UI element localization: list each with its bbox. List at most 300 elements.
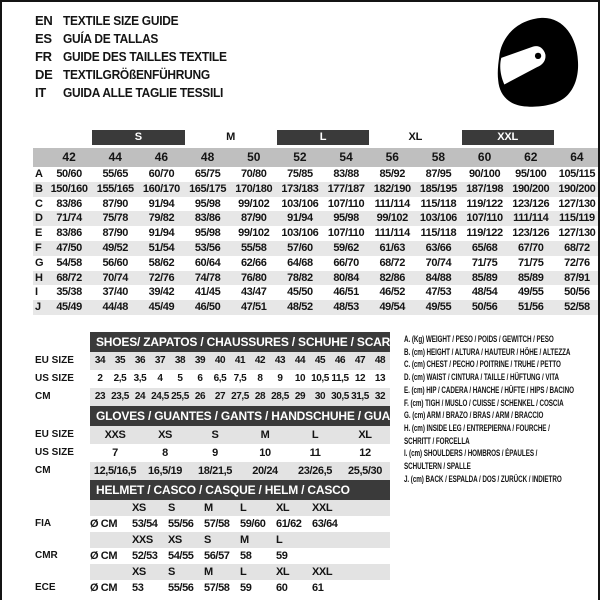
row-label: CM bbox=[35, 391, 51, 402]
size-group-xxl: XXL bbox=[462, 130, 554, 145]
cell: 28 bbox=[254, 391, 266, 402]
cell: 55/56 bbox=[168, 582, 194, 594]
cell: 57/58 bbox=[204, 582, 230, 594]
cell: 111/114 bbox=[374, 227, 410, 240]
cell: 35 bbox=[114, 355, 126, 366]
cell: 50/60 bbox=[56, 168, 82, 180]
size-header-cell: 56 bbox=[385, 150, 399, 164]
cell: 115/118 bbox=[420, 197, 457, 210]
table-row bbox=[33, 167, 600, 182]
helmet-size-table bbox=[33, 480, 600, 596]
language-title: TEXTILE SIZE GUIDE bbox=[63, 13, 179, 28]
cell: 95/98 bbox=[333, 212, 359, 225]
textile-rows bbox=[33, 167, 600, 315]
cell: 46 bbox=[334, 355, 346, 366]
cell: 11 bbox=[309, 447, 321, 459]
language-row bbox=[35, 48, 241, 66]
language-code: ES bbox=[35, 31, 52, 46]
cell: 43/47 bbox=[240, 286, 267, 299]
cell: 42 bbox=[254, 355, 266, 366]
language-code: EN bbox=[35, 13, 53, 28]
cell: 48/54 bbox=[471, 286, 498, 299]
cell: 67/70 bbox=[517, 241, 544, 254]
cell: 55/65 bbox=[102, 168, 128, 180]
row-cells bbox=[90, 580, 390, 596]
size-group-m: M bbox=[226, 131, 236, 143]
cell: S bbox=[204, 534, 211, 546]
cell: 25,5 bbox=[171, 391, 189, 402]
cell: 68/72 bbox=[564, 241, 590, 254]
table-row bbox=[33, 300, 600, 315]
cell: 59 bbox=[276, 550, 288, 562]
legend-item bbox=[404, 384, 600, 397]
cell: 50/56 bbox=[471, 301, 498, 314]
cell: 24 bbox=[134, 391, 146, 402]
table-row bbox=[33, 548, 600, 564]
cell: 49/55 bbox=[517, 286, 544, 299]
cell: 48/53 bbox=[333, 301, 359, 314]
cell: 64/68 bbox=[287, 256, 313, 269]
legend-item bbox=[404, 447, 600, 472]
size-header-cell: 42 bbox=[62, 150, 76, 164]
diameter-label: Ø CM bbox=[90, 582, 118, 594]
cell: 50/56 bbox=[564, 286, 590, 299]
cell: 39/42 bbox=[148, 286, 175, 299]
legend-line: C. (cm) CHEST / PECHO / POITRINE / TRUHE / PETTO bbox=[404, 359, 561, 370]
cell: 45 bbox=[314, 355, 326, 366]
table-row bbox=[33, 256, 600, 271]
legend-item bbox=[404, 333, 600, 346]
cell: 84/88 bbox=[425, 271, 452, 284]
row-label: D bbox=[35, 212, 43, 225]
row-cells bbox=[90, 516, 390, 532]
cell: 115/119 bbox=[559, 212, 595, 225]
cell: 99/102 bbox=[238, 227, 270, 240]
row-label: CMR bbox=[35, 550, 58, 561]
cell: 49/55 bbox=[425, 301, 452, 314]
cell: 59/62 bbox=[333, 241, 359, 254]
cell: 59 bbox=[240, 582, 252, 594]
cell: 155/165 bbox=[96, 182, 134, 195]
cell: 91/94 bbox=[148, 227, 175, 240]
cell: 107/110 bbox=[327, 227, 365, 240]
cell: 48/52 bbox=[287, 301, 313, 314]
cell: 160/170 bbox=[142, 182, 180, 195]
table-row bbox=[33, 182, 600, 197]
diameter-label bbox=[90, 564, 132, 580]
cell: XL bbox=[276, 502, 290, 514]
legend-item bbox=[404, 346, 600, 359]
cell: 55/58 bbox=[240, 241, 267, 254]
language-title: GUÍA DE TALLAS bbox=[63, 31, 159, 46]
row-cells bbox=[90, 500, 390, 516]
cell: 127/130 bbox=[558, 227, 596, 240]
row-label: EU SIZE bbox=[35, 355, 74, 366]
cell: 107/110 bbox=[327, 197, 365, 210]
cell: 87/90 bbox=[102, 227, 128, 240]
cell: 105/115 bbox=[558, 168, 596, 180]
cell: 57/58 bbox=[204, 518, 230, 530]
cell: 30 bbox=[314, 391, 326, 402]
cell: 9 bbox=[212, 447, 218, 459]
cell: L bbox=[240, 566, 247, 578]
cell: 48 bbox=[374, 355, 386, 366]
cell: 7,5 bbox=[233, 373, 247, 384]
cell: 71/75 bbox=[471, 256, 498, 269]
cell: 58/62 bbox=[148, 256, 175, 269]
language-code: IT bbox=[35, 85, 46, 100]
cell: 10,5 bbox=[311, 373, 329, 384]
cell: 12,5/16,5 bbox=[93, 465, 137, 477]
cell: 5 bbox=[177, 373, 183, 384]
cell: 52/58 bbox=[564, 301, 590, 314]
cell: XS bbox=[132, 566, 146, 578]
cell: 4 bbox=[157, 373, 163, 384]
row-cells bbox=[90, 548, 390, 564]
table-row bbox=[33, 285, 600, 300]
cell: 32 bbox=[374, 391, 386, 402]
cell: 63/64 bbox=[312, 518, 338, 530]
cell: 60 bbox=[276, 582, 288, 594]
cell: 103/106 bbox=[281, 227, 319, 240]
language-title-list bbox=[35, 12, 241, 102]
size-header-cell: 44 bbox=[108, 150, 122, 164]
table-row bbox=[33, 500, 600, 516]
cell: 35/38 bbox=[56, 286, 82, 299]
cell: S bbox=[211, 429, 219, 441]
cell: 23,5 bbox=[111, 391, 129, 402]
cell: 51/54 bbox=[148, 241, 175, 254]
table-row bbox=[33, 271, 600, 286]
cell: 52/53 bbox=[132, 550, 158, 562]
cell: L bbox=[240, 502, 247, 514]
legend-line: SCHULTERN / SPALLE bbox=[404, 461, 471, 472]
cell: 119/122 bbox=[466, 197, 503, 210]
row-label: ECE bbox=[35, 582, 56, 593]
cell: 75/85 bbox=[287, 168, 313, 180]
cell: 83/86 bbox=[56, 197, 82, 210]
row-cells bbox=[90, 564, 390, 580]
cell: 61/62 bbox=[276, 518, 302, 530]
table-row bbox=[33, 516, 600, 532]
size-header-cell: 60 bbox=[477, 150, 492, 164]
cell: 51/56 bbox=[517, 301, 544, 314]
cell: 6 bbox=[197, 373, 203, 384]
cell: 45/50 bbox=[287, 286, 313, 299]
cell: 87/90 bbox=[102, 197, 128, 210]
cell: 44 bbox=[294, 355, 306, 366]
helmet-icon bbox=[490, 16, 580, 108]
cell: 75/78 bbox=[102, 212, 128, 225]
cell: 82/86 bbox=[379, 271, 405, 284]
cell: 47/51 bbox=[240, 301, 267, 314]
cell: 12 bbox=[359, 447, 371, 459]
cell: 23 bbox=[94, 391, 106, 402]
cell: L bbox=[276, 534, 283, 546]
cell: 165/175 bbox=[189, 182, 227, 195]
size-header-cell: 54 bbox=[339, 150, 353, 164]
cell: 70/74 bbox=[425, 256, 452, 269]
cell: 13 bbox=[374, 373, 386, 384]
row-label: E bbox=[35, 227, 43, 240]
cell: XS bbox=[158, 429, 172, 441]
cell: 27,5 bbox=[231, 391, 249, 402]
cell: 53 bbox=[132, 582, 144, 594]
cell: 63/66 bbox=[425, 241, 452, 254]
legend-line: B. (cm) HEIGHT / ALTURA / HAUTEUR / HÖHE / ALTEZZA bbox=[404, 346, 571, 357]
cell: 10 bbox=[294, 373, 306, 384]
language-title: TEXTILGRÖßENFÜHRUNG bbox=[63, 67, 210, 82]
diameter-label bbox=[90, 532, 132, 548]
table-row bbox=[33, 241, 600, 256]
cell: S bbox=[168, 566, 175, 578]
cell: 25,5/30 bbox=[348, 465, 382, 477]
cell: 20/24 bbox=[252, 465, 278, 477]
row-label: A bbox=[35, 168, 43, 180]
shoes-table-header: SHOES/ ZAPATOS / CHAUSSURES / SCHUHE / SCARPE bbox=[90, 332, 390, 352]
size-group-s: S bbox=[92, 130, 184, 145]
row-label bbox=[33, 500, 90, 516]
cell: 87/90 bbox=[240, 212, 267, 225]
cell: 53/54 bbox=[132, 518, 158, 530]
row-cells bbox=[90, 532, 390, 548]
size-header-cell: 58 bbox=[431, 150, 446, 164]
language-row bbox=[35, 84, 241, 102]
row-label: FIA bbox=[35, 518, 52, 529]
cell: M bbox=[260, 429, 270, 441]
cell: 47 bbox=[354, 355, 366, 366]
size-header-cell: 64 bbox=[570, 150, 584, 164]
cell: 49/54 bbox=[379, 301, 405, 314]
cell: 39 bbox=[194, 355, 206, 366]
diameter-label bbox=[90, 500, 132, 516]
cell: 54/58 bbox=[56, 256, 82, 269]
cell: 85/92 bbox=[379, 168, 405, 180]
row-label: I bbox=[35, 286, 39, 299]
language-row bbox=[35, 66, 241, 84]
cell: 12 bbox=[354, 373, 366, 384]
row-label: J bbox=[35, 301, 42, 314]
cell: 87/95 bbox=[425, 168, 452, 180]
row-cells bbox=[90, 370, 390, 388]
cell: 59/60 bbox=[240, 518, 266, 530]
cell: 30,5 bbox=[331, 391, 349, 402]
cell: 56/60 bbox=[102, 256, 128, 269]
cell: 61/63 bbox=[379, 241, 405, 254]
cell: 76/80 bbox=[240, 271, 267, 284]
textile-size-table bbox=[33, 130, 600, 315]
cell: 99/102 bbox=[376, 212, 408, 225]
size-header-cell: 46 bbox=[154, 150, 169, 164]
size-group-row bbox=[33, 130, 600, 145]
legend-item bbox=[404, 371, 600, 384]
table-row bbox=[33, 197, 600, 212]
cell: 26 bbox=[194, 391, 206, 402]
cell: 95/98 bbox=[194, 227, 221, 240]
cell: 56/57 bbox=[204, 550, 230, 562]
cell: 10 bbox=[259, 447, 271, 459]
cell: 190/200 bbox=[512, 182, 550, 195]
cell: 37 bbox=[154, 355, 166, 366]
cell: M bbox=[204, 566, 213, 578]
cell: 44/48 bbox=[102, 301, 128, 314]
cell: 60/64 bbox=[194, 256, 221, 269]
language-code: DE bbox=[35, 67, 53, 82]
cell: 68/72 bbox=[56, 271, 82, 284]
cell: XXS bbox=[132, 534, 153, 546]
row-label: US SIZE bbox=[35, 447, 74, 458]
cell: 9 bbox=[277, 373, 283, 384]
cell: 65/68 bbox=[471, 241, 498, 254]
cell: 40 bbox=[214, 355, 226, 366]
cell: 55/56 bbox=[168, 518, 194, 530]
cell: 79/82 bbox=[148, 212, 175, 225]
row-cells bbox=[90, 352, 390, 370]
cell: 58 bbox=[240, 550, 252, 562]
cell: 170/180 bbox=[235, 182, 273, 195]
cell: 190/200 bbox=[558, 182, 596, 195]
cell: 187/198 bbox=[466, 182, 504, 195]
cell: 46/51 bbox=[333, 286, 359, 299]
table-row bbox=[33, 564, 600, 580]
cell: 60/70 bbox=[148, 168, 175, 180]
cell: 182/190 bbox=[373, 182, 411, 195]
cell: 34 bbox=[94, 355, 106, 366]
measurement-legend bbox=[404, 333, 600, 485]
cell: 150/160 bbox=[50, 182, 88, 195]
cell: 45/49 bbox=[148, 301, 175, 314]
cell: 123/126 bbox=[512, 197, 550, 210]
cell: 66/70 bbox=[333, 256, 359, 269]
size-header-row bbox=[33, 148, 600, 167]
row-label: US SIZE bbox=[35, 373, 74, 384]
table-row bbox=[33, 580, 600, 596]
cell: 85/89 bbox=[471, 271, 498, 284]
row-label: B bbox=[35, 182, 43, 195]
table-row bbox=[33, 532, 600, 548]
cell: 74/78 bbox=[194, 271, 221, 284]
cell: 83/86 bbox=[56, 227, 82, 240]
cell: 29 bbox=[294, 391, 306, 402]
cell: 7 bbox=[112, 447, 118, 459]
helmet-table-header: HELMET / CASCO / CASQUE / HELM / CASCO bbox=[90, 480, 390, 500]
row-cells bbox=[90, 426, 390, 444]
cell: 46/50 bbox=[194, 301, 221, 314]
legend-line: D. (cm) WAIST / CINTURA / TAILLE / HÜFTUNG / VITA bbox=[404, 372, 560, 383]
cell: 85/89 bbox=[517, 271, 544, 284]
cell: 47/53 bbox=[425, 286, 452, 299]
cell: 57/60 bbox=[287, 241, 313, 254]
cell: 2,5 bbox=[113, 373, 127, 384]
cell: 8 bbox=[162, 447, 168, 459]
cell: 46/52 bbox=[379, 286, 405, 299]
cell: 127/130 bbox=[558, 197, 596, 210]
cell: L bbox=[311, 429, 319, 441]
row-label: CM bbox=[35, 465, 51, 476]
cell: XS bbox=[168, 534, 182, 546]
row-label: H bbox=[35, 271, 43, 284]
cell: 45/49 bbox=[56, 301, 82, 314]
cell: 111/114 bbox=[374, 197, 410, 210]
cell: 54/55 bbox=[168, 550, 194, 562]
cell: 103/106 bbox=[419, 212, 457, 225]
size-header-cell: 50 bbox=[247, 150, 261, 164]
cell: 38 bbox=[174, 355, 186, 366]
legend-line: A. (Kg) WEIGHT / PESO / POIDS / GEWITCH / PESO bbox=[404, 334, 554, 344]
cell: S bbox=[168, 502, 175, 514]
cell: 18/21,5 bbox=[198, 465, 232, 477]
language-title: GUIDA ALLE TAGLIE TESSILI bbox=[63, 85, 224, 100]
row-label bbox=[33, 564, 90, 580]
legend-line: I. (cm) SHOULDERS / HOMBROS / ÉPAULES / bbox=[404, 448, 538, 459]
legend-line: SCHRITT / FORCELLA bbox=[404, 435, 470, 446]
language-code: FR bbox=[35, 49, 52, 64]
size-group-xl: XL bbox=[408, 131, 423, 143]
cell: 103/106 bbox=[281, 197, 319, 210]
size-header-cell: 62 bbox=[524, 150, 538, 164]
table-row bbox=[33, 211, 600, 226]
cell: 83/88 bbox=[333, 168, 359, 180]
cell: 99/102 bbox=[238, 197, 270, 210]
cell: 3,5 bbox=[133, 373, 147, 384]
cell: M bbox=[240, 534, 249, 546]
legend-line: H. (cm) INSIDE LEG / ENTREPIERNA / FOURCHE / bbox=[404, 422, 550, 433]
cell: XS bbox=[132, 502, 146, 514]
cell: 6,5 bbox=[213, 373, 227, 384]
row-cells bbox=[90, 444, 390, 462]
language-row bbox=[35, 30, 241, 48]
cell: 16,5/19 bbox=[148, 465, 182, 477]
cell: 37/40 bbox=[102, 286, 128, 299]
cell: 49/52 bbox=[102, 241, 128, 254]
cell: 24,5 bbox=[151, 391, 169, 402]
cell: 41/45 bbox=[194, 286, 221, 299]
cell: 36 bbox=[134, 355, 146, 366]
cell: 107/110 bbox=[466, 212, 503, 225]
cell: 68/72 bbox=[379, 256, 405, 269]
cell: 27 bbox=[214, 391, 226, 402]
size-header-cell: 48 bbox=[200, 150, 215, 164]
language-title: GUIDE DES TAILLES TEXTILE bbox=[63, 49, 227, 64]
cell: 72/76 bbox=[564, 256, 590, 269]
row-label: C bbox=[35, 197, 43, 210]
cell: 72/76 bbox=[148, 271, 175, 284]
cell: 78/82 bbox=[287, 271, 313, 284]
cell: 53/56 bbox=[194, 241, 221, 254]
cell: 80/84 bbox=[333, 271, 359, 284]
row-label: G bbox=[35, 256, 44, 269]
cell: 185/195 bbox=[419, 182, 457, 195]
cell: 119/122 bbox=[466, 227, 503, 240]
cell: XL bbox=[358, 429, 372, 441]
legend-line: F. (cm) TIGH / MUSLO / CUISSE / SCHENKEL / COSCIA bbox=[404, 397, 564, 408]
cell: 95/98 bbox=[194, 197, 221, 210]
legend-item bbox=[404, 397, 600, 410]
cell: 71/75 bbox=[517, 256, 544, 269]
legend-item bbox=[404, 409, 600, 422]
cell: 91/94 bbox=[148, 197, 175, 210]
legend-line: J. (cm) BACK / ESPALDA / DOS / ZURÜCK / INDIETRO bbox=[404, 473, 562, 484]
cell: XL bbox=[276, 566, 290, 578]
cell: XXL bbox=[312, 566, 333, 578]
cell: 61 bbox=[312, 582, 324, 594]
legend-item bbox=[404, 358, 600, 371]
cell: 177/187 bbox=[327, 182, 365, 195]
gloves-table-header: GLOVES / GUANTES / GANTS / HANDSCHUHE / GUANTI bbox=[90, 406, 390, 426]
cell: 173/183 bbox=[281, 182, 319, 195]
size-group-l: L bbox=[277, 130, 369, 145]
diameter-label: Ø CM bbox=[90, 550, 118, 562]
